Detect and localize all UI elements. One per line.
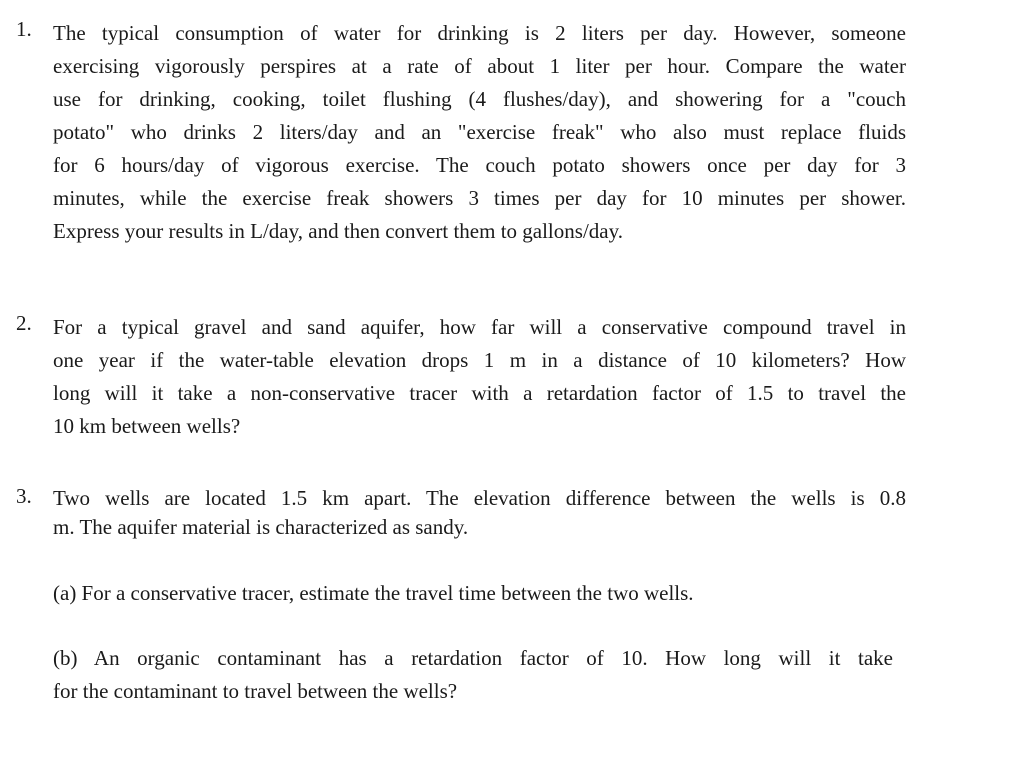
problem-3-part-b [53, 642, 893, 708]
text-line: exercising vigorously perspires at a rate of about 1 liter per hour. Compare the water [53, 54, 906, 78]
text-line: minutes, while the exercise freak showers 3 times per day for 10 minutes per shower. [53, 186, 906, 210]
text-line: The typical consumption of water for drinking is 2 liters per day. However, someone [53, 21, 906, 45]
problem-text [53, 484, 906, 542]
problem-number: 3. [16, 484, 32, 508]
text-line: m. The aquifer material is characterized as sandy. [53, 515, 469, 539]
text-line: long will it take a non-conservative tracer with a retardation factor of 1.5 to travel the [53, 381, 906, 405]
text-line: For a typical gravel and sand aquifer, how far will a conservative compound travel in [53, 315, 906, 339]
problem-3-part-a [53, 577, 893, 610]
text-line: one year if the water-table elevation drops 1 m in a distance of 10 kilometers? How [53, 348, 906, 372]
text-line: use for drinking, cooking, toilet flushing (4 flushes/day), and showering for a "couch [53, 87, 906, 111]
text-line: potato" who drinks 2 liters/day and an "exercise freak" who also must replace fluids [53, 120, 906, 144]
problem-number: 2. [16, 311, 32, 335]
problem-text [53, 311, 906, 443]
text-line: Two wells are located 1.5 km apart. The elevation difference between the wells is 0.8 [53, 486, 906, 510]
text-line: 10 km between wells? [53, 414, 241, 438]
text-line: (b) An organic contaminant has a retardation factor of 10. How long will it take [53, 646, 893, 670]
text-line: Express your results in L/day, and then convert them to gallons/day. [53, 219, 623, 243]
problem-number: 1. [16, 17, 32, 41]
problem-text [53, 17, 906, 248]
text-line: for 6 hours/day of vigorous exercise. The couch potato showers once per day for 3 [53, 153, 906, 177]
text-line: for the contaminant to travel between the wells? [53, 679, 458, 703]
text-line: (a) For a conservative tracer, estimate the travel time between the two wells. [53, 581, 694, 605]
